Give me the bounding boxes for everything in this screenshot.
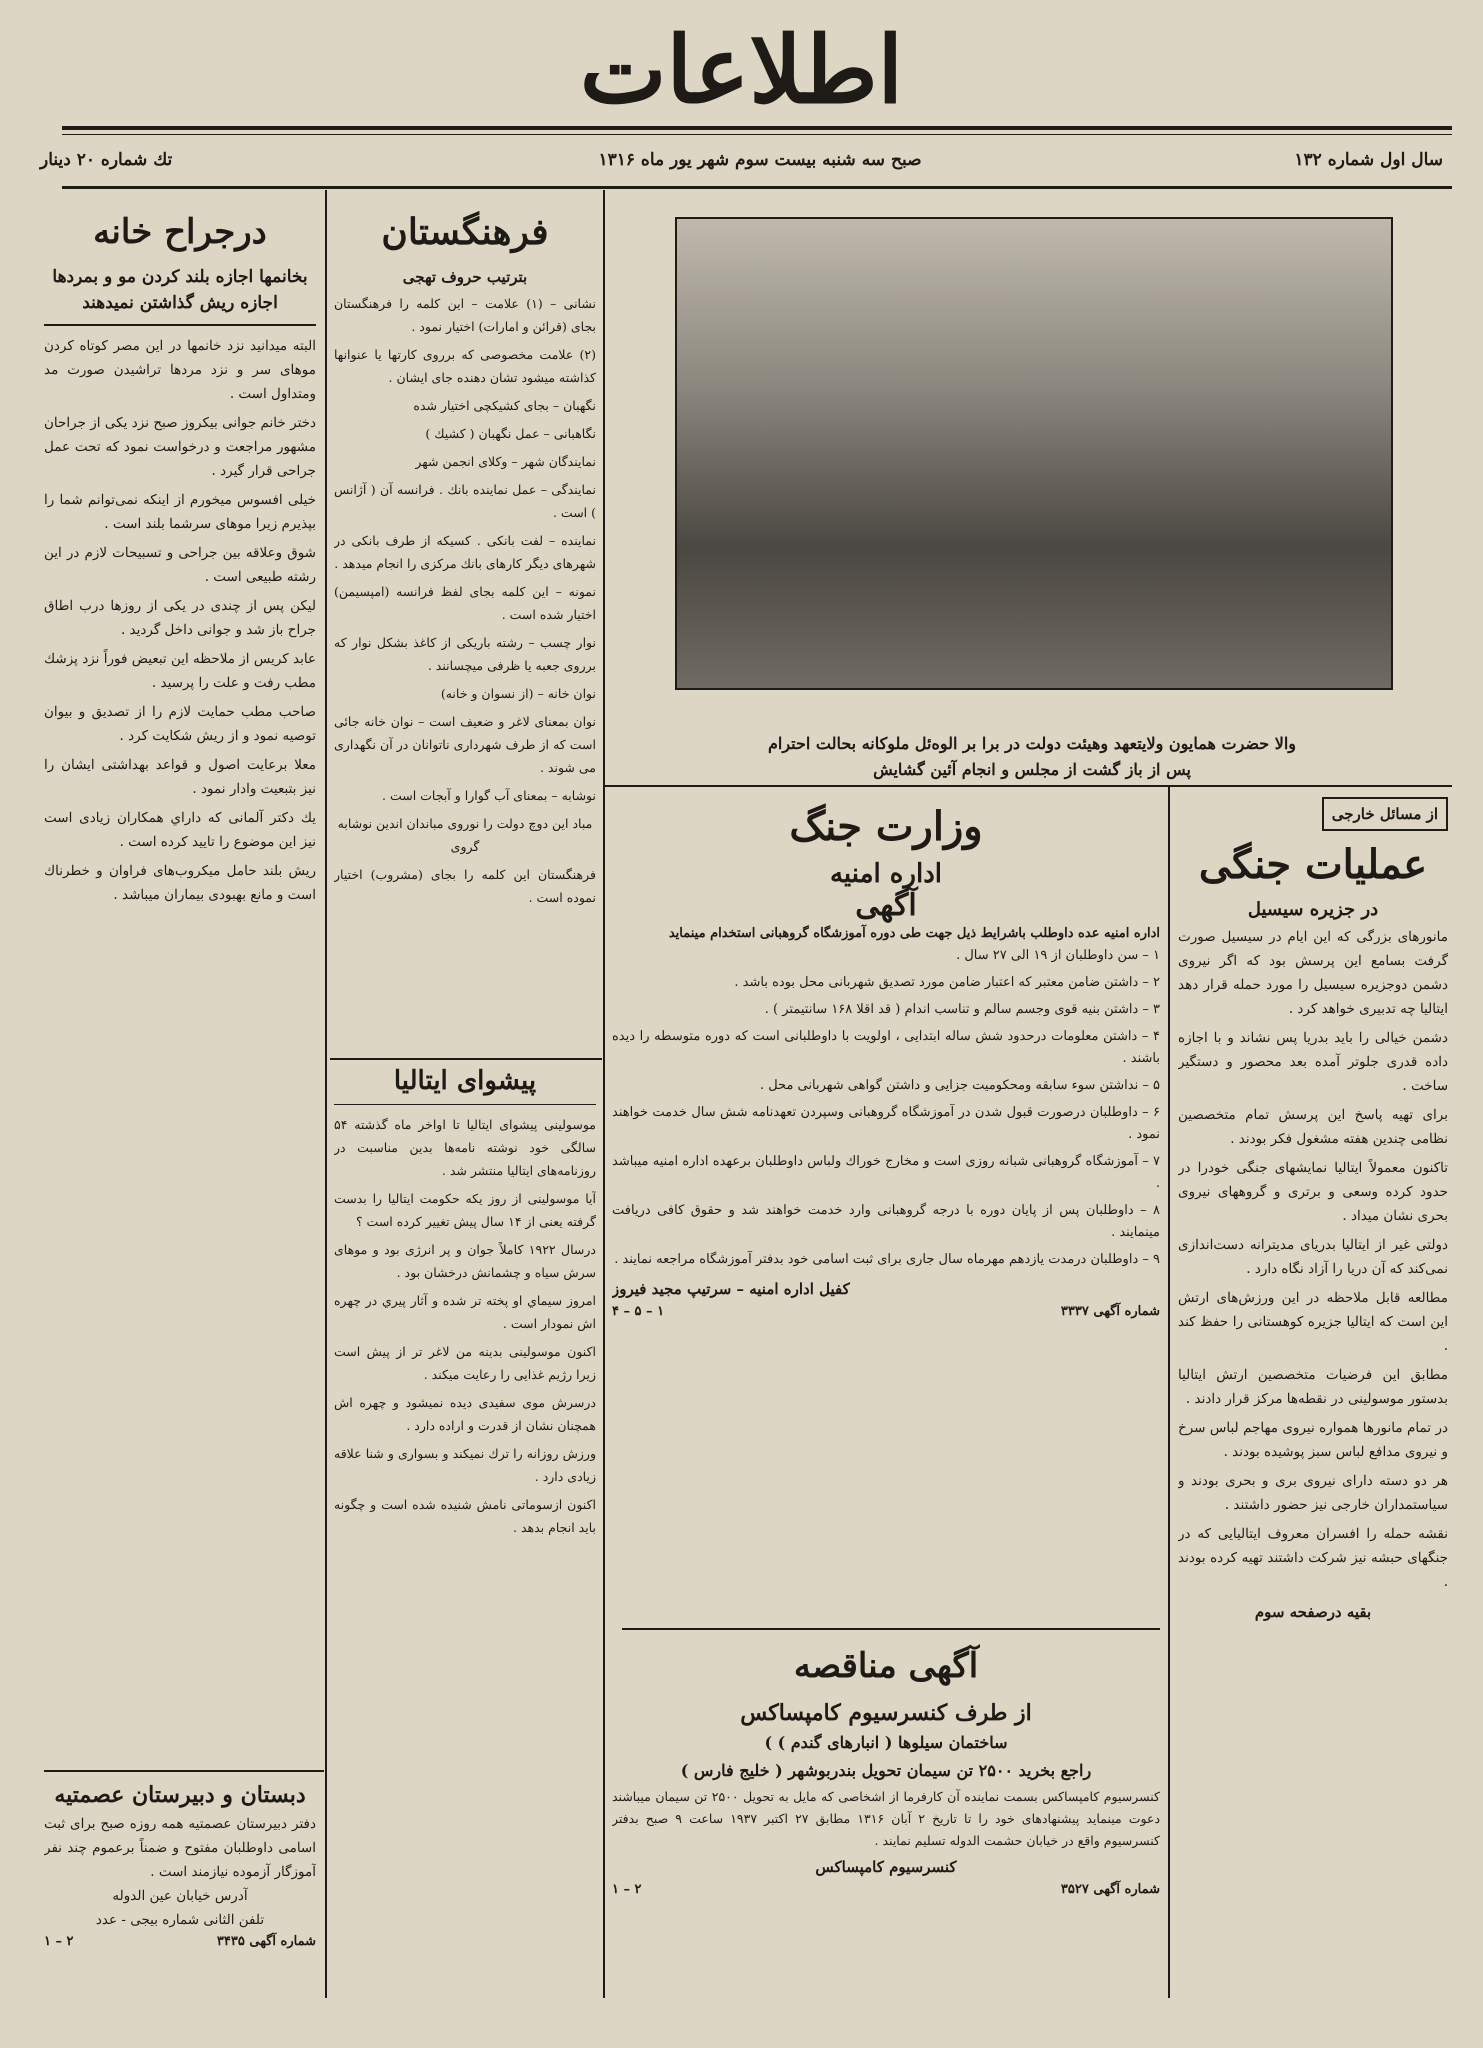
entry: نماینده – لفت بانکی . کسیکه از طرف بانکی در شهرهای دیگر کارهای بانك مرکزی را انجام میدهد . (334, 533, 596, 571)
ad-phone: تلفن الثانی شماره بیجی - عدد (95, 1912, 265, 1928)
entry: نگاهبانی – عمل نگهبان ( کشیك ) (425, 426, 596, 441)
paragraph: مطالعه قابل ملاحظه در این ورزش‌های ارتش این است که ایتالیا جزیره کوهستانی را حفظ کند . (1178, 1290, 1448, 1354)
col-divider-2 (603, 190, 605, 1998)
paragraph: یك دكتر آلمانی كه داراي همکاران زیادی است نیز این موضوع را تایید کرده است . (44, 810, 316, 850)
paragraph: آیا موسولینی از روز یکه حکومت ایتالیا را بدست گرفته یعنی از ۱۴ سال پیش تغییر کرده است ؟ (334, 1191, 596, 1229)
article-subtitle: بخانمها اجازه بلند کردن مو و بمردها اجازه ریش گذاشتن نمیدهند (52, 267, 308, 313)
paragraph: نقشه حمله را افسران معروف ایتالیایی که در جنگهای حبشه نیز شرکت داشتند تهیه کرده بودند . (1178, 1526, 1448, 1590)
paragraph: مطابق این فرضیات متخصصین ارتش ایتالیا بدستور موسولینی در نقطه‌ها مرکز قرار دادند . (1178, 1367, 1448, 1407)
ad-dabestan (44, 1778, 316, 1988)
article-kicker: از مسائل خارجی (1322, 797, 1448, 831)
dateline-price: تك شماره ۲۰ دينار (40, 150, 173, 170)
entry: نمایندگان شهر – وکلای انجمن شهر (415, 454, 596, 469)
paragraph: ریش بلند حامل میکروب‌های فراوان و خطرناك است و مانع بهبودی بیماران میباشد . (44, 863, 316, 903)
article-body (334, 292, 596, 909)
news-photograph (675, 217, 1393, 690)
ad-notice: آگهی (855, 888, 917, 923)
ad-title: آگهی مناقصه (793, 1646, 979, 1686)
article-body (1178, 925, 1448, 1594)
paragraph: ورزش روزانه را ترك نمیكند و بسواری و شنا علاقه زیادی دارد . (334, 1446, 596, 1484)
ad-item: ۴ – داشتن معلومات درحدود شش ساله ابتدایی ، اولویت با داوطلبانی است که دوره متوسطه را دیده باشند . (612, 1029, 1160, 1066)
paragraph: برای تهیه پاسخ این پرسش تمام متخصصین نظامی چندین هفته مشغول فکر بودند . (1178, 1107, 1448, 1147)
article-title: عملیات جنگی (1198, 841, 1428, 888)
ad-item: ۳ – داشتن بنیه قوی وجسم سالم و تناسب اندام ( قد اقلا ۱۶۸ سانتیمتر ) . (764, 1002, 1160, 1017)
ad-address: آدرس خیابان عین الدوله (112, 1888, 248, 1904)
article-subtitle: در جزیره سیسیل (1247, 899, 1379, 920)
entry: نگهبان – بجای کشیکچی اختیار شده (413, 398, 596, 413)
entry: نمایندگی – عمل نماینده بانك . فرانسه آن ( آژانس ) است . (334, 482, 596, 520)
paragraph: معلا برعایت اصول و قواعد بهداشتی ایشان را نیز بتبعیت وادار نمود . (44, 757, 316, 797)
masthead-title: اطلاعات (579, 16, 904, 124)
ad-paren: ( ساختمان سیلوها ( انبارهای گندم ) (764, 1733, 1008, 1752)
ad-vezarat-jang (612, 795, 1160, 1625)
continued-note: بقیه درصفحه سوم (1254, 1603, 1372, 1621)
article-farhangestan (334, 200, 596, 1050)
article-title: پیشوای ایتالیا (393, 1066, 537, 1096)
masthead-rule-thin (62, 134, 1452, 135)
ad-run: ۱ – ۵ – ۴ (612, 1304, 665, 1319)
article-subtitle: بترتیب حروف تهجی (402, 268, 528, 286)
article-jarrah-khane (44, 200, 316, 1760)
paragraph: لیکن پس از چندی در یکی از روزها درب اطاق جراح باز شد و جوانی داخل گردید . (44, 598, 316, 638)
paragraph: دولتی غیر از ایتالیا بدریای مدیترانه دست‌اندازی نمی‌کند که آن دریا را آزاد نگاه دارد . (1178, 1237, 1448, 1277)
entry: مباد این دوچ دولت را نوروی مباندان اندین نوشابه گروی (337, 816, 593, 854)
article-title: فرهنگستان (381, 211, 549, 253)
ad-signature: کنسرسیوم کامپساکس (815, 1858, 957, 1876)
paragraph: هر دو دسته دارای نیروی بری و بحری بودند و سیاستمداران خارجی نیز حضور داشتند . (1178, 1473, 1448, 1513)
paragraph: عابد کریس از ملاحظه این تبعیض فوراً نزد پزشك مطب رفت و علت را پرسید . (44, 651, 316, 691)
article-body (334, 1113, 596, 1539)
ad-body: کنسرسیوم کامپساکس بسمت نماینده آن کارفرما از اشخاصی که مایل به تحویل ۲۵۰۰ تن سیمان میباشند دعوت مینماید پیشنهادهای خود را تا تاریخ ۲ آبان ۱۳۱۶ مطابق ۲۷ اکتبر ۱۹۳۷ ساعت ۹ صبح بدفتر کنسرسیوم واقع در خیابان حشمت الدوله تسلیم نمایند . (612, 1789, 1160, 1848)
ad-run: ۲ – ۱ (44, 1934, 74, 1949)
entry: (۲) علامت مخصوصی که برروی کارتها یا عنوانها کذاشته میشود تشان دهنده جای ایشان . (334, 347, 596, 385)
monaqese-rule (622, 1628, 1160, 1630)
ad-item: ۷ – آموزشگاه گروهبانی شبانه روزی است و مخارج خوراك ولباس داوطلبان برعهده اداره امنیه میباشد . (612, 1154, 1160, 1191)
paragraph: صاحب مطب حمایت لازم را از تصدیق و بیوان توصیه نمود و از ریش شکایت کرد . (44, 704, 316, 744)
article-amaliyat-jangi (1178, 795, 1448, 1995)
col-divider-3 (1168, 785, 1170, 1998)
article-body (44, 334, 316, 907)
ad-dept: اداره امنیه (829, 859, 943, 889)
article-title: درجراح خانه (93, 212, 267, 252)
paragraph: شوق وعلاقه بین جراحی و تسبیحات لازم در این رشته طبیعی است . (44, 545, 316, 585)
ad-item: ۶ – داوطلبان درصورت قبول شدن در آموزشگاه گروهبانی وسپردن تعهدنامه شش سال خدمت خواهند نمود . (612, 1105, 1160, 1142)
dateline-volume: سال اول شماره ۱۳۲ (1294, 150, 1443, 170)
entry: نوان بمعنای لاغر و ضعیف است – نوان خانه جائی است که از طرف شهرداری ناتوانان در آن نگهداری می شوند . (334, 714, 596, 775)
ad-items (612, 945, 1160, 1271)
ad-from: از طرف کنسرسیوم کامپساکس (740, 1700, 1032, 1726)
ad-title: وزارت جنگ (789, 803, 983, 850)
photo-caption-line2: پس از باز گشت از مجلس و انجام آئین گشایش (873, 760, 1191, 779)
paragraph: دشمن خیالی را باید بدریا پس نشاند و با اجازه داده قدری جلوتر آمده بعد محصور و دستگیر ساخت . (1178, 1030, 1448, 1094)
paragraph: مانورهای بزرگی که این ایام در سیسیل صورت گرفت بسامع این پرسش بود که اگر نیروی دشمن دوجزیره سیسیل را مورد حمله قرار دهد ایتالیا چه تدبیری خواهد کرد . (1178, 929, 1448, 1017)
paragraph: موسولینی پیشوای ایتالیا تا اواخر ماه گذشته ۵۴ سالگی خود نوشته نامه‌ها بدین مناسبت در روزنامه‌های ایتالیا منتشر شد . (334, 1117, 596, 1178)
dabestan-rule (44, 1770, 324, 1772)
entry: نشانی – (۱) علامت – این کلمه را فرهنگستان بجای (قرائن و امارات) اختیار نمود . (334, 296, 596, 334)
ad-subject: راجع بخرید ۲۵۰۰ تن سیمان تحویل بندربوشهر ( خلیج فارس ) (680, 1761, 1092, 1780)
ad-number: شماره آگهی ۳۳۳۷ (1060, 1304, 1160, 1319)
ad-number: شماره آگهی ۳۵۲۷ (1060, 1882, 1160, 1897)
ad-run: ۲ – ۱ (612, 1882, 642, 1897)
masthead-rule-top (62, 126, 1452, 130)
paragraph: اکنون ازسوماتی نامش شنیده شده است و چگونه باید انجام بدهد . (334, 1497, 596, 1535)
ad-item: ۹ – داوطلبان درمدت یازدهم مهرماه سال جاری برای ثبت اسامی خود بدفتر آموزشگاه مراجعه نمایند . (614, 1252, 1160, 1267)
paragraph: درسرش موی سفیدی دیده نمیشود و چهره اش همچنان نشان از قدرت و اراده دارد . (334, 1395, 596, 1433)
ad-signature: کفیل اداره امنیه – سرتیپ مجید فیروز (612, 1280, 850, 1298)
ad-title: دبستان و دبیرستان عصمتیه (54, 1782, 306, 1808)
entry: نوار چسب – رشته باریکی از کاغذ بشکل نوار که برروی جعبه یا ظرفی میچسانند . (334, 635, 596, 673)
entry: نوان خانه – (از نسوان و خانه) (440, 686, 596, 701)
ad-monaqese (612, 1634, 1160, 1994)
col-divider-1 (325, 190, 327, 1998)
paragraph: البته میدانید نزد خانمها در این مصر کوتاه کردن موهای سر و نزد مردها تراشیدن صورت مد ومتداول است . (44, 338, 316, 402)
ad-number: شماره آگهی ۳۴۳۵ (216, 1934, 316, 1949)
article-rule (334, 1104, 596, 1105)
pishva-rule (330, 1058, 602, 1060)
paragraph: خیلی افسوس میخورم از اینکه نمی‌توانم شما را بپذیرم زیرا موهای سرشما بلند است . (44, 492, 316, 532)
ad-item: ۲ – داشتن ضامن معتبر که اعتبار ضامن مورد تصدیق شهربانی محل بوده باشد . (734, 975, 1160, 990)
dateline-rule (62, 186, 1452, 189)
photo-bottom-rule (605, 785, 1452, 787)
ad-item: ۵ – نداشتن سوء سابقه ومحکومیت جزایی و داشتن گواهی شهربانی محل . (759, 1078, 1160, 1093)
paragraph: در تمام مانورها همواره نیروی مهاجم لباس سرخ و نیروی مدافع لباس سبز پوشیده بودند . (1178, 1420, 1448, 1460)
ad-item: ۸ – داوطلبان پس از پایان دوره با درجه گروهبانی وارد خدمت خواهند شد و حقوق کافی دریافت مینمایند . (612, 1203, 1160, 1240)
entry: نوشابه – بمعنای آب گوارا و آبجات است . (382, 788, 596, 803)
ad-intro: اداره امنیه عده‌ داوطلب باشرایط ذیل جهت طی دوره آموزشگاه گروهبانی استخدام مینماید (668, 926, 1160, 941)
paragraph: اکنون موسولینی بدینه من لاغر تر از پیش است زیرا رژیم غذایی را رعایت میکند . (334, 1344, 596, 1382)
paragraph: امروز سیماي او پخته تر شده و آثار پیري در چهره اش نمودار است . (334, 1293, 596, 1331)
article-pishvaye-italia (334, 1064, 596, 1994)
ad-body: دفتر دبیرستان عصمتیه همه روزه صبح برای ثبت اسامی داوطلبان مفتوح و ضمناً برعموم چند نفر آموزگار آزموده نیازمند است . (44, 1816, 316, 1880)
paragraph: تاکنون معمولاً ایتالیا نمایشهای جنگی خودرا در حدود کرده وسعی و برتری و گروههای نیروی بحری نشان میداد . (1178, 1160, 1448, 1224)
photo-caption-line1: والا حضرت همایون ولایتعهد وهیئت دولت در برا بر الوه‌ئل ملوکانه بحالت احترام (767, 734, 1297, 753)
entry: نمونه – این کلمه بجای لفظ فرانسه (امپسیمن) اختیار شده است . (334, 584, 596, 622)
paragraph: درسال ۱۹۲۲ کاملاً جوان و پر انرژی بود و موهای سرش سیاه و چشمانش درخشان بود . (334, 1242, 596, 1280)
entry: فرهنگستان این کلمه را بجای (مشروب) اختیار نموده است . (334, 867, 596, 905)
paragraph: دختر خانم جوانی بیکروز صبح نزد یکی از جراحان مشهور مراجعت و درخواست نمود که تحت عمل جراحی قرار گیرد . (44, 415, 316, 479)
article-rule (44, 324, 316, 326)
ad-item: ۱ – سن داوطلبان از ۱۹ الی ۲۷ سال . (956, 948, 1160, 963)
dateline-date: صبح سه شنبه بیست سوم شهر یور ماه ۱۳۱۶ (598, 150, 922, 170)
